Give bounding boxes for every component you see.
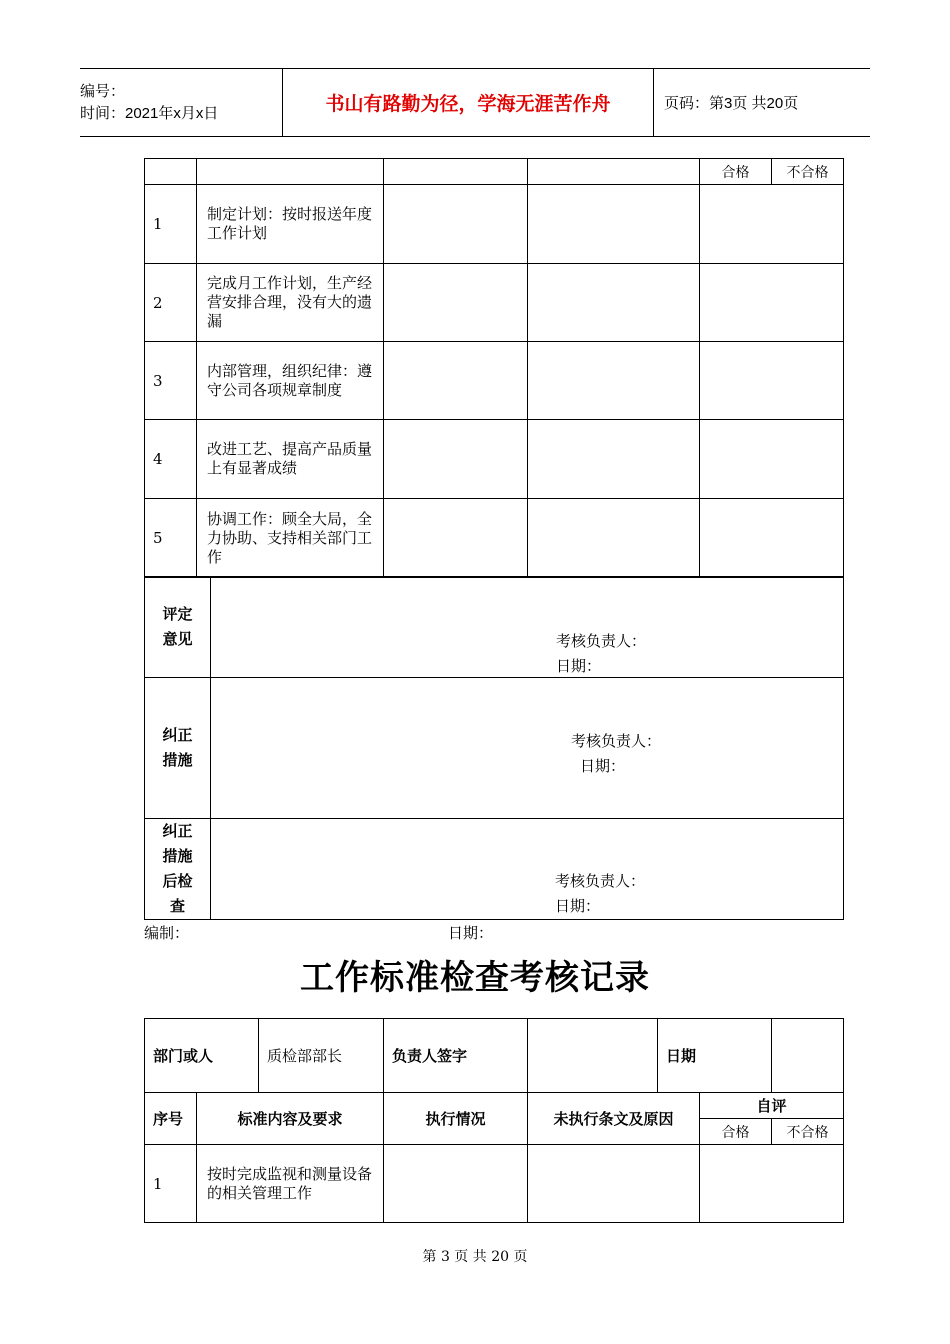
col-reason: 未执行条文及原因	[528, 1093, 700, 1145]
col-fail: 不合格	[772, 1119, 844, 1145]
page-header	[80, 68, 870, 137]
table-row	[145, 264, 844, 342]
reason-cell[interactable]	[528, 420, 700, 499]
header-page-label: 页码：第3页 共20页	[654, 69, 871, 137]
blank-cell	[197, 159, 384, 185]
section-body[interactable]	[211, 577, 844, 678]
doc-time-label: 时间：2021年x月x日	[80, 104, 219, 122]
section-label: 纠正措施后检查	[145, 819, 211, 920]
sign-label: 负责人签字	[384, 1019, 528, 1093]
self-eval-cell[interactable]	[700, 499, 844, 578]
reviewer-label: 考核负责人：	[571, 732, 662, 750]
row-number: 5	[145, 499, 197, 578]
blank-cell	[528, 159, 700, 185]
table-row	[145, 499, 844, 578]
exec-cell[interactable]	[384, 499, 528, 578]
review-sections-table	[144, 576, 844, 920]
section-label: 纠正措施	[145, 678, 211, 819]
row-number: 4	[145, 420, 197, 499]
section-row	[145, 678, 844, 819]
section-body[interactable]	[211, 678, 844, 819]
col-pass: 合格	[700, 1119, 772, 1145]
table-row	[145, 420, 844, 499]
row-content: 按时完成监视和测量设备的相关管理工作	[197, 1145, 384, 1223]
table-row	[145, 342, 844, 420]
info-row	[145, 1019, 844, 1093]
row-content: 制定计划：按时报送年度工作计划	[197, 185, 384, 264]
reason-cell[interactable]	[528, 264, 700, 342]
col-content: 标准内容及要求	[197, 1093, 384, 1145]
col-exec: 执行情况	[384, 1093, 528, 1145]
row-number: 1	[145, 1145, 197, 1223]
exec-cell[interactable]	[384, 342, 528, 420]
section-body[interactable]	[211, 819, 844, 920]
signoff-date-label: 日期：	[448, 924, 494, 942]
self-eval-cell[interactable]	[700, 420, 844, 499]
header-motto: 书山有路勤为径，学海无涯苦作舟	[283, 69, 654, 137]
self-eval-cell[interactable]	[700, 264, 844, 342]
exec-cell[interactable]	[384, 1145, 528, 1223]
date-label: 日期：	[556, 657, 602, 675]
evaluation-table	[144, 158, 844, 578]
reviewer-label: 考核负责人：	[556, 632, 647, 650]
row-content: 内部管理，组织纪律：遵守公司各项规章制度	[197, 342, 384, 420]
date-label: 日期：	[555, 897, 601, 915]
row-content: 改进工艺、提高产品质量上有显著成绩	[197, 420, 384, 499]
blank-cell	[384, 159, 528, 185]
col-pass: 合格	[700, 159, 772, 185]
reason-cell[interactable]	[528, 1145, 700, 1223]
row-number: 3	[145, 342, 197, 420]
exec-cell[interactable]	[384, 264, 528, 342]
doc-number-label: 编号：	[80, 82, 126, 100]
column-header-row	[145, 1093, 844, 1119]
editor-label: 编制：	[144, 924, 190, 942]
table-header-row	[145, 159, 844, 185]
reason-cell[interactable]	[528, 185, 700, 264]
table-row	[145, 185, 844, 264]
exec-cell[interactable]	[384, 420, 528, 499]
col-fail: 不合格	[772, 159, 844, 185]
date-label: 日期	[658, 1019, 772, 1093]
row-content: 协调工作：顾全大局，全力协助、支持相关部门工作	[197, 499, 384, 578]
self-eval-cell[interactable]	[700, 1145, 844, 1223]
date-label: 日期：	[580, 757, 626, 775]
dept-value[interactable]: 质检部部长	[259, 1019, 384, 1093]
reason-cell[interactable]	[528, 499, 700, 578]
date-field[interactable]	[772, 1019, 844, 1093]
row-number: 1	[145, 185, 197, 264]
reason-cell[interactable]	[528, 342, 700, 420]
col-no: 序号	[145, 1093, 197, 1145]
self-eval-cell[interactable]	[700, 185, 844, 264]
row-content: 完成月工作计划，生产经营安排合理，没有大的遗漏	[197, 264, 384, 342]
self-eval-cell[interactable]	[700, 342, 844, 420]
standard-check-table	[144, 1018, 844, 1223]
row-number: 2	[145, 264, 197, 342]
section-row	[145, 577, 844, 678]
sign-field[interactable]	[528, 1019, 658, 1093]
blank-cell	[145, 159, 197, 185]
header-left	[80, 69, 283, 137]
page-footer: 第 3 页 共 20 页	[422, 1249, 528, 1265]
reviewer-label: 考核负责人：	[555, 872, 646, 890]
dept-label: 部门或人	[145, 1019, 259, 1093]
col-self-eval: 自评	[700, 1093, 844, 1119]
table-row	[145, 1145, 844, 1223]
document-title: 工作标准检查考核记录	[300, 958, 650, 998]
section-label: 评定意见	[145, 577, 211, 678]
section-row	[145, 819, 844, 920]
exec-cell[interactable]	[384, 185, 528, 264]
